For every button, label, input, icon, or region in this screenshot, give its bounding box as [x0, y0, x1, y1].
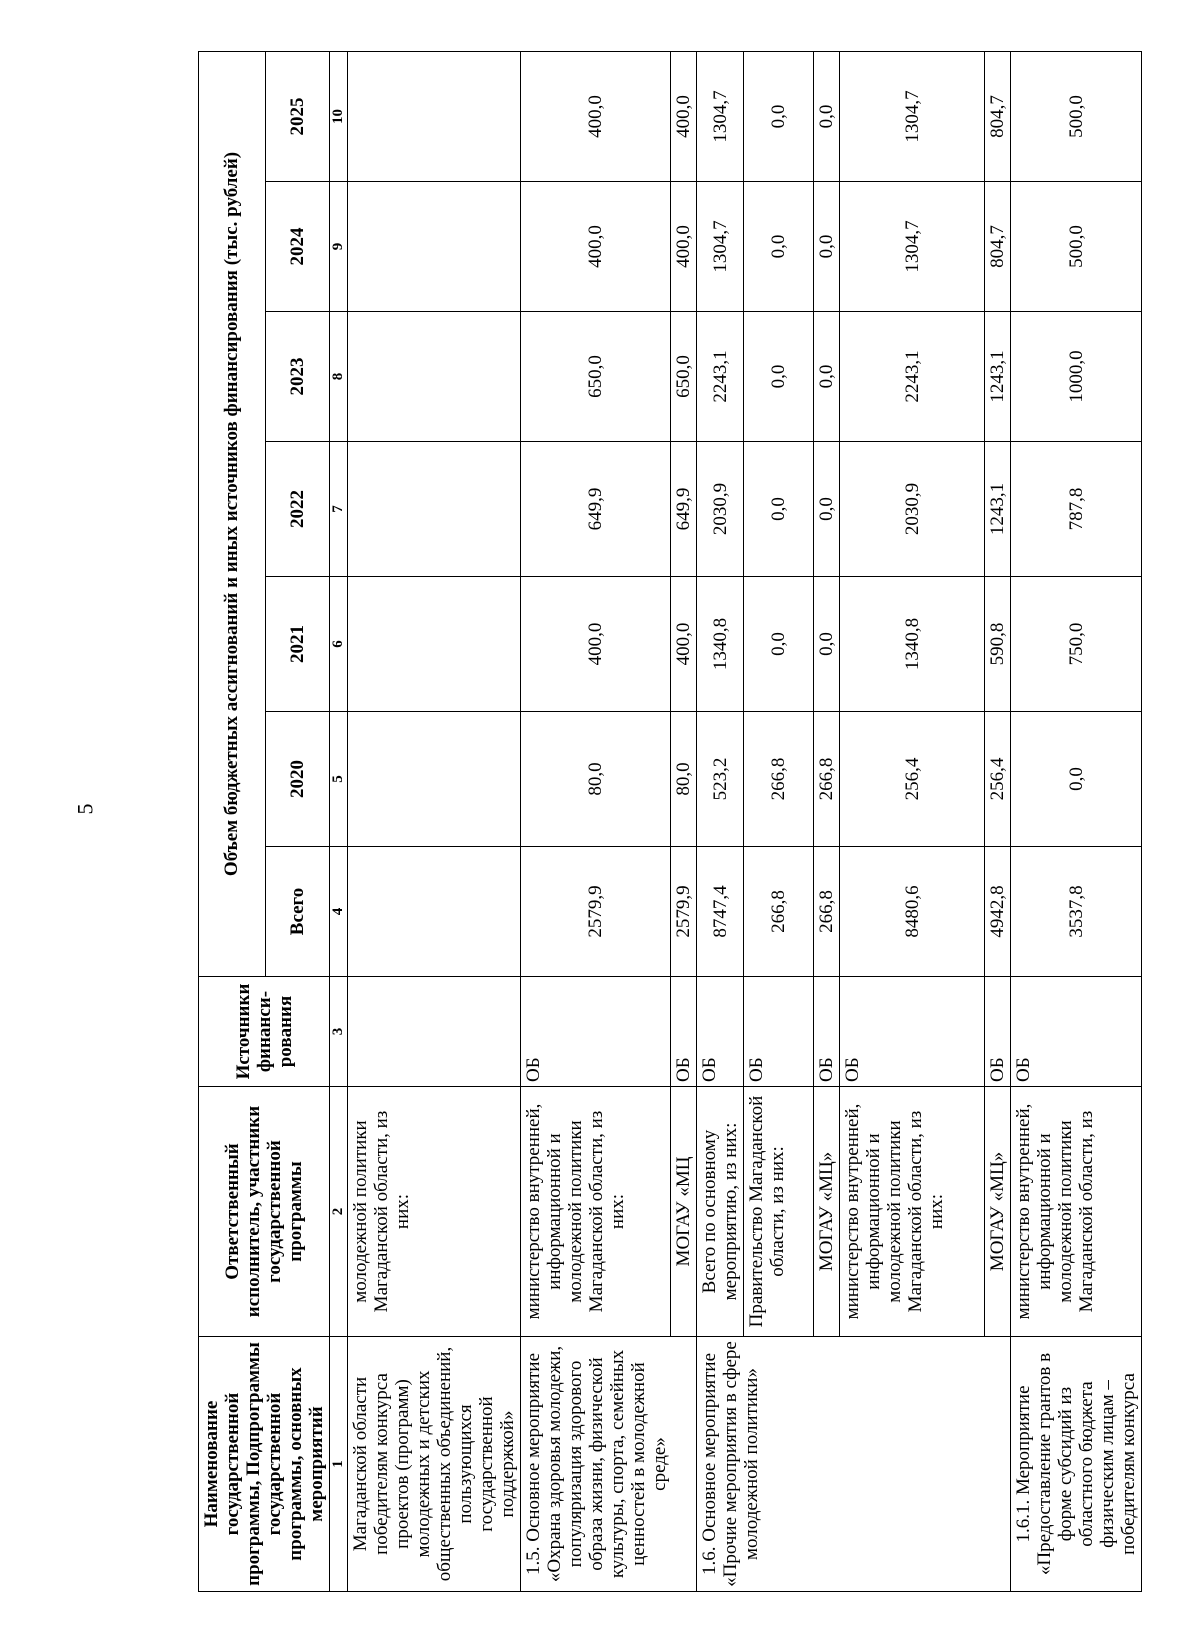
table-row: [1011, 51, 1142, 1591]
source-cell: ОБ: [1011, 977, 1142, 1087]
value-total: 2579,9: [671, 847, 697, 977]
value-2020: 256,4: [985, 712, 1011, 847]
source-cell: [348, 977, 521, 1087]
page-number: 5: [72, 803, 98, 815]
value-2025: 1304,7: [840, 51, 985, 181]
table-row: [521, 51, 671, 1591]
header-total: Всего: [265, 847, 329, 977]
value-2023: 0,0: [744, 312, 814, 442]
executor-cell: МОГАУ «МЦ»: [814, 1087, 840, 1337]
value-2020: 266,8: [814, 712, 840, 847]
executor-cell: министерство внутренней, информационной и молодежной политики Магаданской области, из: [1011, 1087, 1142, 1337]
value-2024: 0,0: [814, 182, 840, 312]
column-number: 7: [330, 442, 348, 577]
value-2022: 0,0: [744, 442, 814, 577]
value-2021: 0,0: [744, 577, 814, 712]
value-2021: 590,8: [985, 577, 1011, 712]
value-total: 2579,9: [521, 847, 671, 977]
executor-cell: молодежной политики Магаданской области, из них:: [348, 1087, 521, 1337]
value-2023: 0,0: [814, 312, 840, 442]
column-number: 5: [330, 712, 348, 847]
value-2025: 400,0: [671, 51, 697, 181]
source-cell: ОБ: [697, 977, 744, 1087]
value-cell: [348, 442, 521, 577]
value-2020: 0,0: [1011, 712, 1142, 847]
header-program-name: Наименование государственной программы, Подпрограммы государственной программы, основных мероприятий: [199, 1337, 330, 1592]
executor-cell: министерство внутренней, информационной и молодежной политики Магаданской области, из них:: [840, 1087, 985, 1337]
executor-cell: Правительство Магаданской области, из них:: [744, 1087, 814, 1337]
value-2023: 2243,1: [840, 312, 985, 442]
executor-cell: МОГАУ «МЦ»: [985, 1087, 1011, 1337]
column-number: 2: [330, 1087, 348, 1337]
header-year-2022: 2022: [265, 442, 329, 577]
value-2023: 2243,1: [697, 312, 744, 442]
financing-table: [198, 51, 1142, 1592]
value-2021: 400,0: [671, 577, 697, 712]
column-number: 3: [330, 977, 348, 1087]
value-total: 266,8: [744, 847, 814, 977]
program-name-cell: 1.6. Основное мероприятие «Прочие мероприятия в сфере молодежной политики»: [697, 1337, 1011, 1592]
value-2020: 256,4: [840, 712, 985, 847]
value-cell: [348, 312, 521, 442]
program-name-cell: Магаданской области победителям конкурса проектов (программ) молодежных и детских общественных объединений, пользующихся государственной поддержкой»: [348, 1337, 521, 1592]
column-number-row: [330, 51, 348, 1591]
value-2025: 0,0: [744, 51, 814, 181]
value-2024: 1304,7: [840, 182, 985, 312]
value-2022: 1243,1: [985, 442, 1011, 577]
value-2021: 1340,8: [697, 577, 744, 712]
value-2025: 804,7: [985, 51, 1011, 181]
program-name-cell: 1.5. Основное мероприятие «Охрана здоровья молодежи, популяризация здорового образа жизни, физической культуры, спорта, семейных ценностей в молодежной среде»: [521, 1337, 697, 1592]
source-cell: ОБ: [814, 977, 840, 1087]
header-year-2020: 2020: [265, 712, 329, 847]
column-number: 8: [330, 312, 348, 442]
column-number: 1: [330, 1337, 348, 1592]
source-cell: ОБ: [671, 977, 697, 1087]
column-number: 4: [330, 847, 348, 977]
header-year-2024: 2024: [265, 182, 329, 312]
value-2020: 266,8: [744, 712, 814, 847]
header-source: Источники финанси-рования: [199, 977, 330, 1087]
value-2025: 500,0: [1011, 51, 1142, 181]
value-total: 8480,6: [840, 847, 985, 977]
program-name-cell: 1.6.1. Мероприятие «Предоставление грантов в форме субсидий из областного бюджета физическим лицам – победителям конкурса: [1011, 1337, 1142, 1592]
source-cell: ОБ: [744, 977, 814, 1087]
executor-cell: Всего по основному мероприятию, из них:: [697, 1087, 744, 1337]
value-cell: [348, 577, 521, 712]
value-2024: 400,0: [521, 182, 671, 312]
value-2025: 400,0: [521, 51, 671, 181]
value-2022: 787,8: [1011, 442, 1142, 577]
value-2020: 80,0: [671, 712, 697, 847]
value-2021: 750,0: [1011, 577, 1142, 712]
value-2022: 649,9: [521, 442, 671, 577]
value-cell: [348, 182, 521, 312]
value-cell: [348, 847, 521, 977]
value-2024: 0,0: [744, 182, 814, 312]
source-cell: ОБ: [985, 977, 1011, 1087]
rotated-table-container: [198, 52, 1139, 1592]
column-number: 9: [330, 182, 348, 312]
value-2025: 1304,7: [697, 51, 744, 181]
header-year-2023: 2023: [265, 312, 329, 442]
value-2025: 0,0: [814, 51, 840, 181]
column-number: 6: [330, 577, 348, 712]
table-row: [697, 51, 744, 1591]
header-financing-group: Объем бюджетных ассигнований и иных источников финансирования (тыс. рублей): [199, 51, 266, 976]
table-row: [348, 51, 521, 1591]
value-2024: 804,7: [985, 182, 1011, 312]
value-2023: 1243,1: [985, 312, 1011, 442]
value-2022: 649,9: [671, 442, 697, 577]
value-2020: 523,2: [697, 712, 744, 847]
value-2023: 1000,0: [1011, 312, 1142, 442]
executor-cell: МОГАУ «МЦ: [671, 1087, 697, 1337]
value-total: 4942,8: [985, 847, 1011, 977]
value-cell: [348, 712, 521, 847]
value-2022: 0,0: [814, 442, 840, 577]
value-2022: 2030,9: [697, 442, 744, 577]
column-number: 10: [330, 51, 348, 181]
value-2021: 0,0: [814, 577, 840, 712]
value-total: 3537,8: [1011, 847, 1142, 977]
value-2021: 1340,8: [840, 577, 985, 712]
value-2020: 80,0: [521, 712, 671, 847]
source-cell: ОБ: [521, 977, 671, 1087]
header-year-2021: 2021: [265, 577, 329, 712]
value-cell: [348, 51, 521, 181]
value-2022: 2030,9: [840, 442, 985, 577]
header-year-2025: 2025: [265, 51, 329, 181]
header-executor: Ответственный исполнитель, участники государственной программы: [199, 1087, 330, 1337]
value-2023: 650,0: [671, 312, 697, 442]
value-2021: 400,0: [521, 577, 671, 712]
value-2023: 650,0: [521, 312, 671, 442]
value-2024: 1304,7: [697, 182, 744, 312]
value-total: 266,8: [814, 847, 840, 977]
value-2024: 400,0: [671, 182, 697, 312]
value-2024: 500,0: [1011, 182, 1142, 312]
source-cell: ОБ: [840, 977, 985, 1087]
executor-cell: министерство внутренней, информационной и молодежной политики Магаданской области, из них:: [521, 1087, 671, 1337]
value-total: 8747,4: [697, 847, 744, 977]
